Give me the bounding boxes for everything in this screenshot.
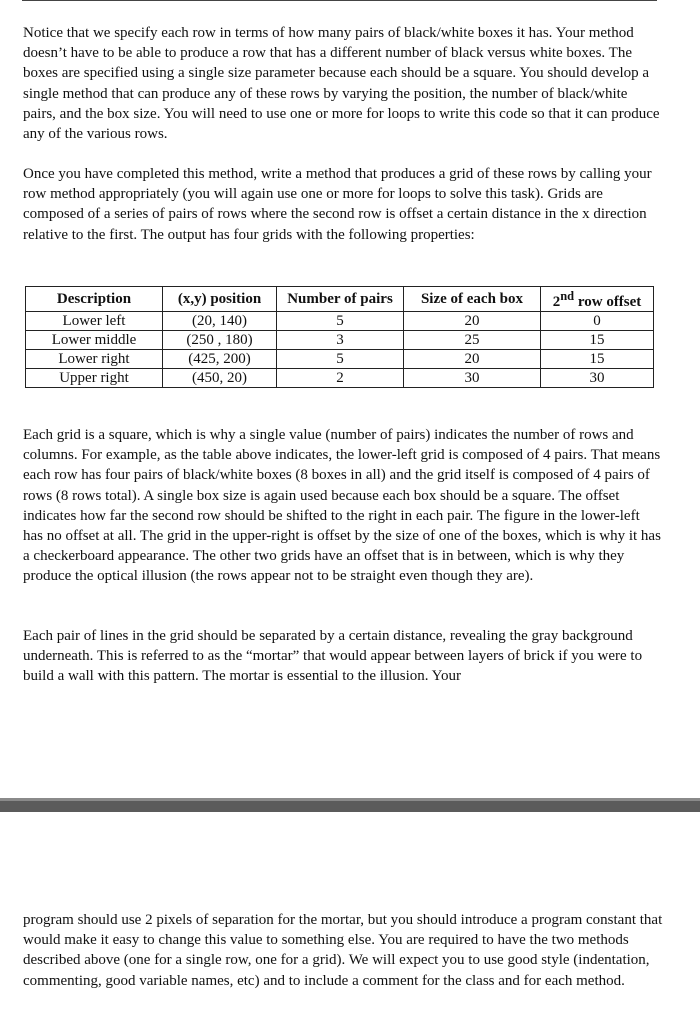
header-size: Size of each box <box>404 287 541 312</box>
table-row <box>26 331 654 350</box>
cell-offset: 15 <box>541 350 654 369</box>
cell-pairs: 2 <box>277 369 404 388</box>
table-row <box>26 369 654 388</box>
paragraph-grid-method: Once you have completed this method, write a method that produces a grid of these rows by calling your row method appropriately (you will again use one or more for loops to solve this task). Grids are composed of a series of pairs of rows where the second row is offset a certain distance in the x direction relative to the first. The output has four grids with the following properties: <box>23 166 652 243</box>
header-position: (x,y) position <box>163 287 277 312</box>
cell-offset: 0 <box>541 312 654 331</box>
cell-description: Lower left <box>26 312 163 331</box>
cell-position: (20, 140) <box>163 312 277 331</box>
cell-pairs: 5 <box>277 350 404 369</box>
top-border-line <box>22 0 657 1</box>
paragraph-requirements: program should use 2 pixels of separation for the mortar, but you should introduce a program constant that would make it easy to change this value to something else. You are required to have the two methods described above (one for a single row, one for a grid). We will expect you to use good style (indentation, commenting, good variable names, etc) and to include a comment for the class and for each method. <box>23 912 663 989</box>
header-pairs: Number of pairs <box>277 287 404 312</box>
cell-size: 20 <box>404 312 541 331</box>
paragraph-row-spec: Notice that we specify each row in terms of how many pairs of black/white boxes it has. Your method doesn’t have to be able to produce a row that has a different number of black versus white boxes. The boxes are specified using a single size parameter because each should be a square. You should develop a single method that can produce any of these rows by varying the position, the number of black/white pairs, and the box size. You will need to use one or more for loops to write this code so that it can produce any of the various rows. <box>23 25 660 143</box>
cell-offset: 15 <box>541 331 654 350</box>
cell-description: Upper right <box>26 369 163 388</box>
cell-position: (425, 200) <box>163 350 277 369</box>
header-offset-ordinal: nd <box>560 289 575 303</box>
page-break-divider <box>0 798 700 812</box>
cell-offset: 30 <box>541 369 654 388</box>
cell-size: 20 <box>404 350 541 369</box>
table-header-row <box>26 287 654 312</box>
table-row <box>26 350 654 369</box>
header-offset-number: 2 <box>552 294 561 310</box>
cell-size: 25 <box>404 331 541 350</box>
paragraph-grid-explanation: Each grid is a square, which is why a single value (number of pairs) indicates the number of rows and columns. For example, as the table above indicates, the lower-left grid is composed of 4 pairs. That means each row has four pairs of black/white boxes (8 boxes in all) and the grid itself is composed of 4 pairs of rows (8 rows total). A single box size is again used because each box should be a square. The offset indicates how far the second row should be shifted to the right in each pair. The figure in the lower-left has no offset at all. The grid in the upper-right is offset by the size of one of the boxes, which is why it has a checkerboard appearance. The other two grids have an offset that is in between, which is why they produce the optical illusion (the rows appear not to be straight even though they are). <box>23 427 661 585</box>
cell-description: Lower middle <box>26 331 163 350</box>
cell-pairs: 5 <box>277 312 404 331</box>
grid-properties-table <box>25 286 654 388</box>
cell-description: Lower right <box>26 350 163 369</box>
cell-position: (250 , 180) <box>163 331 277 350</box>
header-description: Description <box>26 287 163 312</box>
cell-pairs: 3 <box>277 331 404 350</box>
paragraph-mortar: Each pair of lines in the grid should be separated by a certain distance, revealing the gray background underneath. This is referred to as the “mortar” that would appear between layers of brick if you were to build a wall with this pattern. The mortar is essential to the illusion. Your <box>23 628 643 685</box>
cell-size: 30 <box>404 369 541 388</box>
header-offset-label: row offset <box>574 294 642 310</box>
cell-position: (450, 20) <box>163 369 277 388</box>
header-offset <box>541 287 654 312</box>
table-row <box>26 312 654 331</box>
